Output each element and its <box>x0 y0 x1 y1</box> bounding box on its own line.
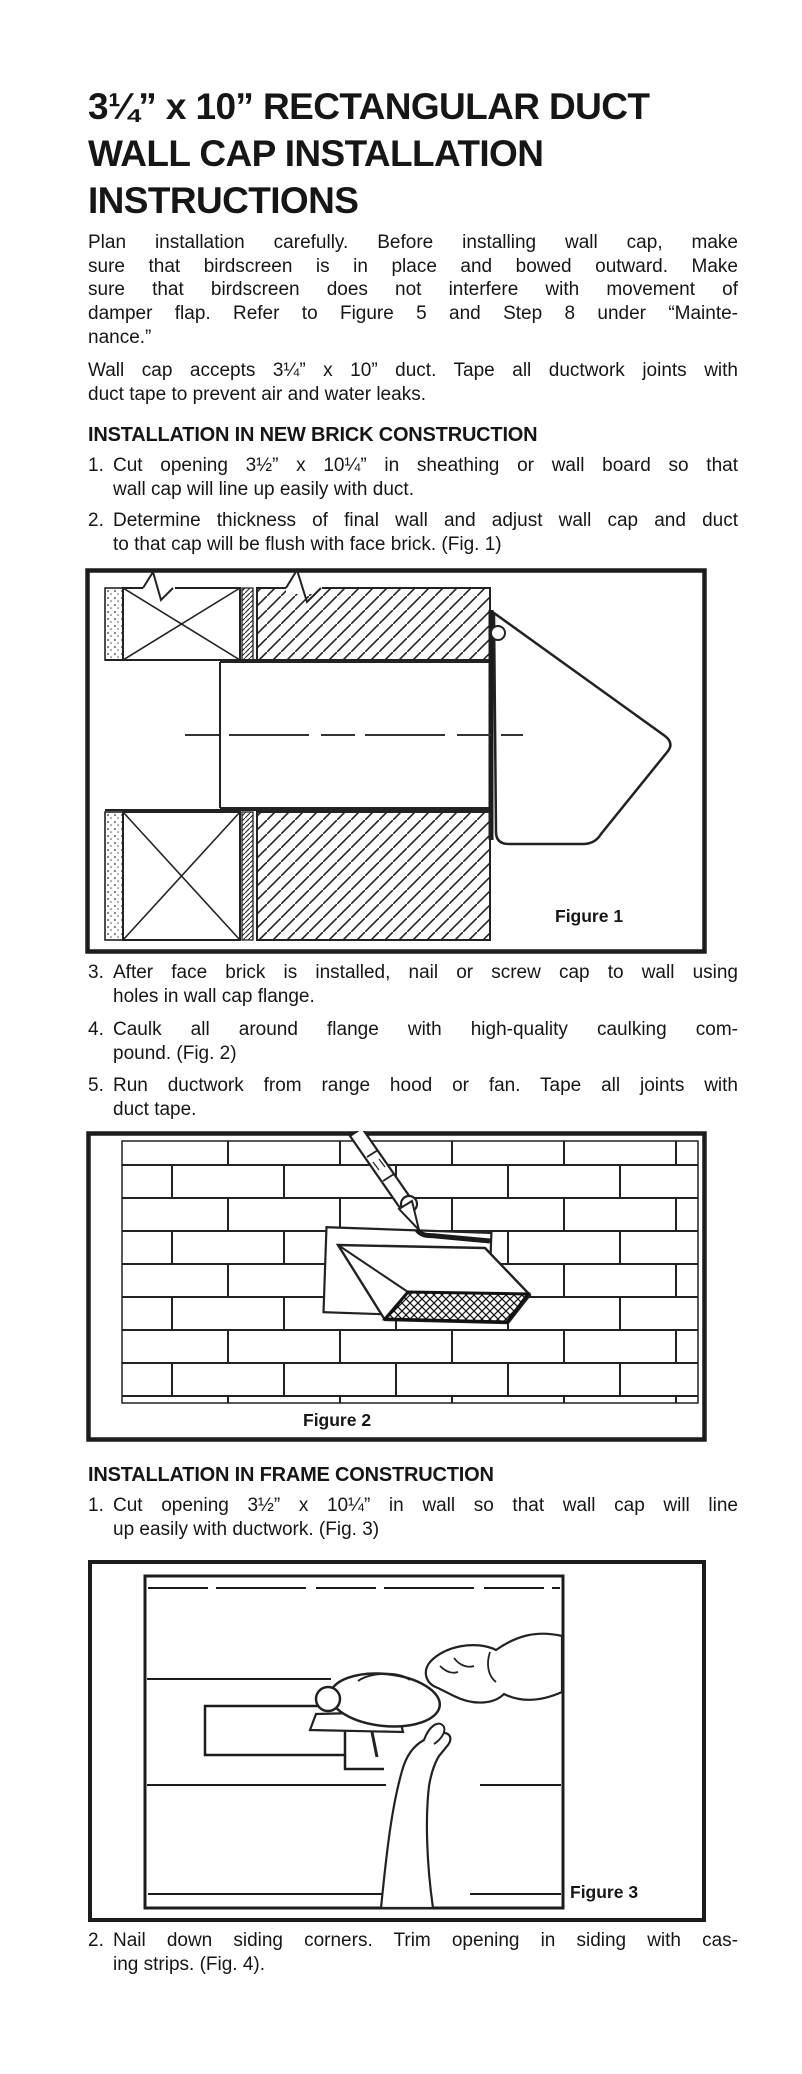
intro-paragraph-2 <box>88 359 738 406</box>
figure-1-drawing <box>85 568 707 954</box>
title-line-3: INSTRUCTIONS <box>88 180 359 221</box>
figure-1-frame <box>85 568 707 954</box>
figure-2-drawing <box>86 1131 707 1442</box>
item-number: 2. <box>88 1930 104 1951</box>
page-title <box>88 83 649 224</box>
paragraph-line: duct tape to prevent air and water leaks. <box>88 383 426 405</box>
figure-label: Figure 3 <box>570 1882 639 1902</box>
item-line: Run ductwork from range hood or fan. Tape all joints with <box>113 1075 738 1096</box>
item-number: 1. <box>88 455 104 476</box>
paragraph-line: damper flap. Refer to Figure 5 and Step 8 under “Mainte- <box>88 303 738 325</box>
item-text <box>113 454 738 501</box>
paragraph-line: sure that birdscreen does not interfere with movement of <box>88 279 738 301</box>
figure-label: Figure 1 <box>555 906 624 926</box>
item-line: ing strips. (Fig. 4). <box>113 1953 266 1975</box>
item-number: 4. <box>88 1019 104 1040</box>
item-line: Nail down siding corners. Trim opening in siding with cas- <box>113 1930 738 1951</box>
item-text <box>113 1929 738 1976</box>
item-line: holes in wall cap flange. <box>113 985 315 1007</box>
item-line: up easily with ductwork. (Fig. 3) <box>113 1518 380 1540</box>
item-line: After face brick is installed, nail or screw cap to wall using <box>113 962 738 983</box>
paragraph-line: sure that birdscreen is in place and bowed outward. Make <box>88 255 738 277</box>
sheathing-strip <box>242 588 253 660</box>
item-number: 2. <box>88 510 104 531</box>
paragraph-line: Plan installation carefully. Before installing wall cap, make <box>88 232 738 253</box>
figure-3-frame <box>88 1560 706 1922</box>
section-heading-brick-construction: INSTALLATION IN NEW BRICK CONSTRUCTION <box>88 424 538 446</box>
item-text <box>113 509 738 556</box>
item-text <box>113 1494 738 1541</box>
figure-label: Figure 2 <box>303 1410 372 1430</box>
item-text <box>113 1074 738 1121</box>
title-line-1: 3¼” x 10” RECTANGULAR DUCT <box>88 86 650 127</box>
item-text <box>113 961 738 1008</box>
instruction-item <box>88 1929 738 1976</box>
face-brick <box>257 812 490 940</box>
instruction-item <box>88 509 738 556</box>
instruction-item <box>88 454 738 501</box>
item-line: Caulk all around flange with high-quality caulking com- <box>113 1019 738 1040</box>
sheathing-strip <box>242 812 253 940</box>
item-line: Determine thickness of final wall and adjust wall cap and duct <box>113 510 738 531</box>
item-line: Cut opening 3½” x 10¼” in wall so that wall cap will line <box>113 1495 738 1516</box>
item-text <box>113 1018 738 1065</box>
item-line: Cut opening 3½” x 10¼” in sheathing or wall board so that <box>113 455 738 476</box>
paragraph-line: nance.” <box>88 326 152 348</box>
face-brick <box>257 588 490 660</box>
instruction-item <box>88 1018 738 1065</box>
birdscreen-mesh <box>385 1292 528 1322</box>
instruction-item <box>88 961 738 1008</box>
item-number: 5. <box>88 1075 104 1096</box>
saw-knob <box>316 1687 340 1711</box>
paragraph-line: Wall cap accepts 3¼” x 10” duct. Tape all ductwork joints with <box>88 360 738 381</box>
item-line: to that cap will be flush with face brick. (Fig. 1) <box>113 533 502 555</box>
item-number: 1. <box>88 1495 104 1516</box>
item-line: duct tape. <box>113 1098 197 1120</box>
figure-2-frame <box>86 1131 707 1442</box>
figure-3-drawing <box>88 1560 706 1922</box>
item-line: pound. (Fig. 2) <box>113 1042 237 1064</box>
instruction-item <box>88 1074 738 1121</box>
instruction-item <box>88 1494 738 1541</box>
item-line: wall cap will line up easily with duct. <box>113 478 414 500</box>
item-number: 3. <box>88 962 104 983</box>
wall-bottom-section <box>105 812 490 940</box>
title-line-2: WALL CAP INSTALLATION <box>88 133 544 174</box>
intro-paragraph-1 <box>88 231 738 350</box>
section-heading-frame-construction: INSTALLATION IN FRAME CONSTRUCTION <box>88 1464 494 1486</box>
nail-hole <box>491 626 505 640</box>
